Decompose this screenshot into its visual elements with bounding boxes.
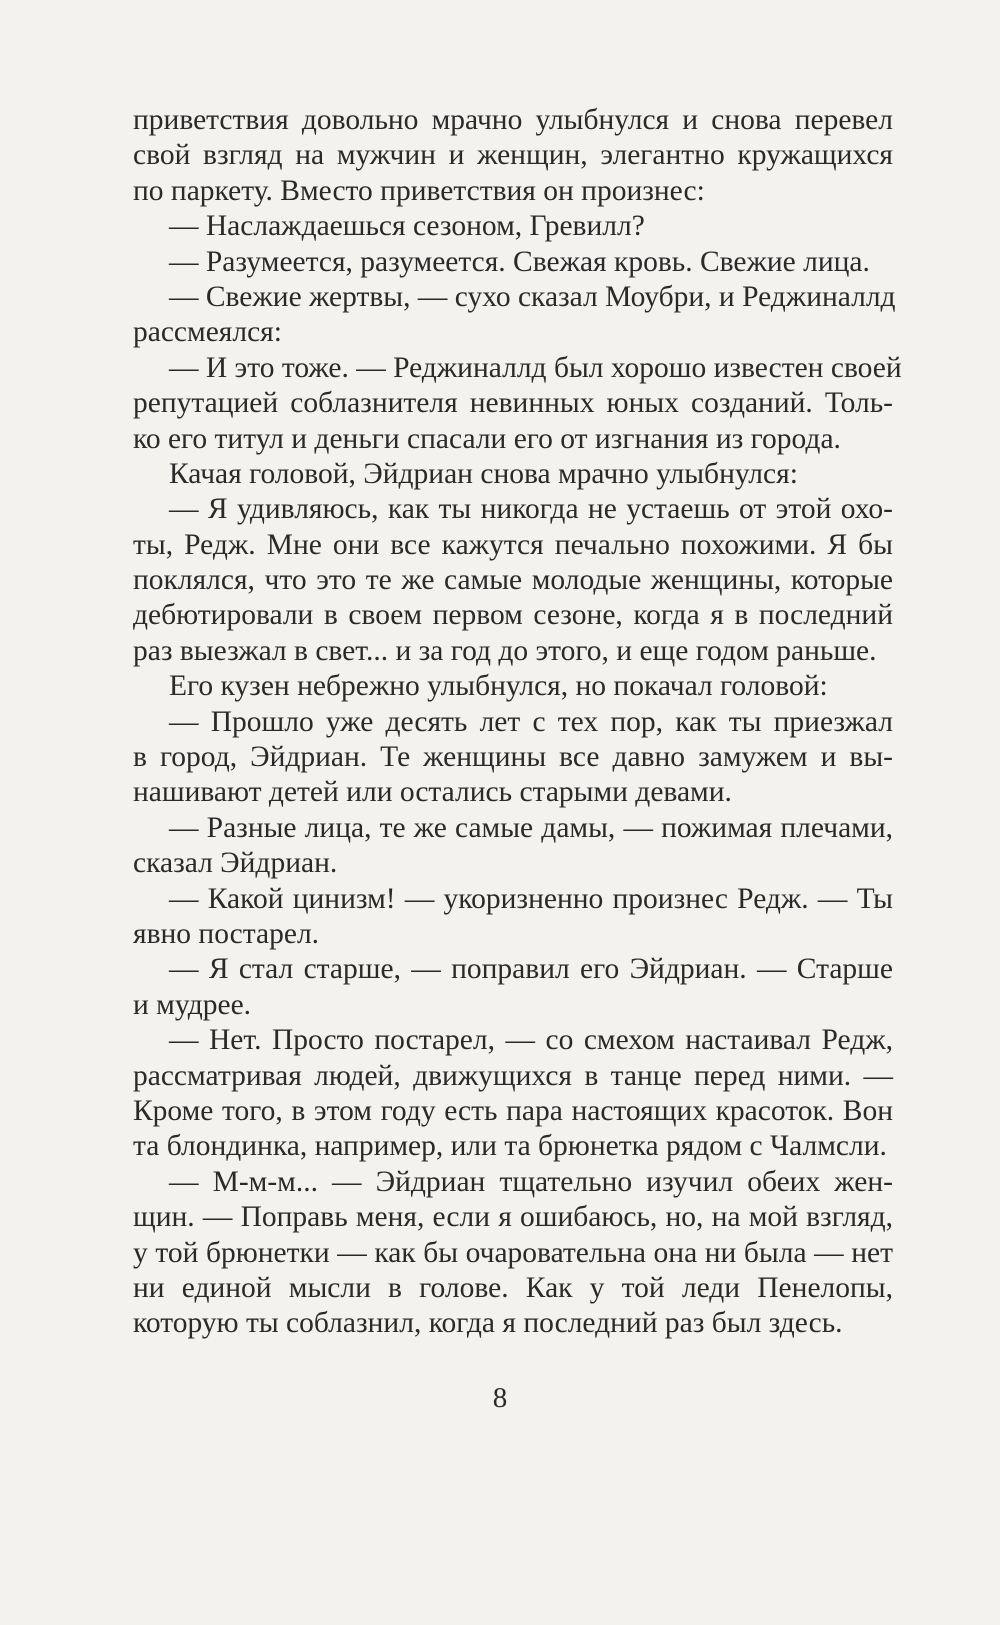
text-line: рассматривая людей, движущихся в танце перед ними. —	[133, 1059, 893, 1092]
text-line: дебютировали в своем первом сезоне, когда я в последний	[133, 599, 893, 632]
text-line: — Я стал старше, — поправил его Эйдриан. — Старше	[169, 953, 893, 986]
text-line: и мудрее.	[133, 988, 252, 1021]
text-line: явно постарел.	[133, 917, 320, 950]
text-line: репутацией соблазнителя невинных юных созданий. Толь-	[133, 387, 893, 420]
text-line: свой взгляд на мужчин и женщин, элегантно кружащихся	[133, 139, 893, 172]
text-line: раз выезжал в свет... и за год до этого, и еще годом раньше.	[133, 634, 877, 667]
text-line: которую ты соблазнил, когда я последний раз был здесь.	[133, 1307, 843, 1340]
page-number: 8	[492, 1382, 508, 1414]
text-line: ни единой мысли в голове. Как у той леди Пенелопы,	[133, 1271, 893, 1304]
text-line: Кроме того, в этом году есть пара настоящих красоток. Вон	[133, 1094, 893, 1127]
text-line: — Разные лица, те же самые дамы, — пожимая плечами,	[169, 811, 893, 844]
text-line: поклялся, что это те же самые молодые женщины, которые	[133, 564, 893, 597]
text-line: — Наслаждаешься сезоном, Гревилл?	[169, 210, 645, 243]
text-line: Его кузен небрежно улыбнулся, но покачал головой:	[169, 670, 828, 703]
text-line: в город, Эйдриан. Те женщины все давно замужем и вы-	[133, 741, 893, 774]
text-line: Качая головой, Эйдриан снова мрачно улыбнулся:	[169, 457, 798, 490]
text-line: — Разумеется, разумеется. Свежая кровь. Свежие лица.	[169, 245, 870, 278]
text-line: по паркету. Вместо приветствия он произнес:	[133, 174, 705, 207]
text-line: — И это тоже. — Реджиналлд был хорошо известен своей	[169, 351, 902, 384]
text-line: та блондинка, например, или та брюнетка рядом с Чалмсли.	[133, 1130, 887, 1163]
text-line: приветствия довольно мрачно улыбнулся и снова перевел	[133, 104, 893, 136]
text-line: у той брюнетки — как бы очаровательна она ни была — нет	[133, 1236, 893, 1269]
body-text	[133, 103, 902, 1342]
text-line: ко его титул и деньги спасали его от изгнания из города.	[133, 422, 841, 455]
text-line: сказал Эйдриан.	[133, 847, 338, 880]
text-line: — Какой цинизм! — укоризненно произнес Редж. — Ты	[169, 882, 893, 915]
text-line: нашивают детей или остались старыми девами.	[133, 776, 732, 809]
text-line: щин. — Поправь меня, если я ошибаюсь, но, на мой взгляд,	[133, 1201, 893, 1234]
text-line: — М-м-м... — Эйдриан тщательно изучил обеих жен-	[169, 1165, 893, 1198]
text-line: — Свежие жертвы, — сухо сказал Моубри, и Реджиналлд	[169, 280, 896, 313]
text-line: — Я удивляюсь, как ты никогда не устаешь от этой охо-	[169, 493, 893, 526]
text-line: ты, Редж. Мне они все кажутся печально похожими. Я бы	[133, 528, 893, 561]
text-line: — Прошло уже десять лет с тех пор, как ты приезжал	[169, 705, 893, 738]
text-line: рассмеялся:	[133, 316, 282, 349]
text-line: — Нет. Просто постарел, — со смехом настаивал Редж,	[169, 1024, 893, 1057]
